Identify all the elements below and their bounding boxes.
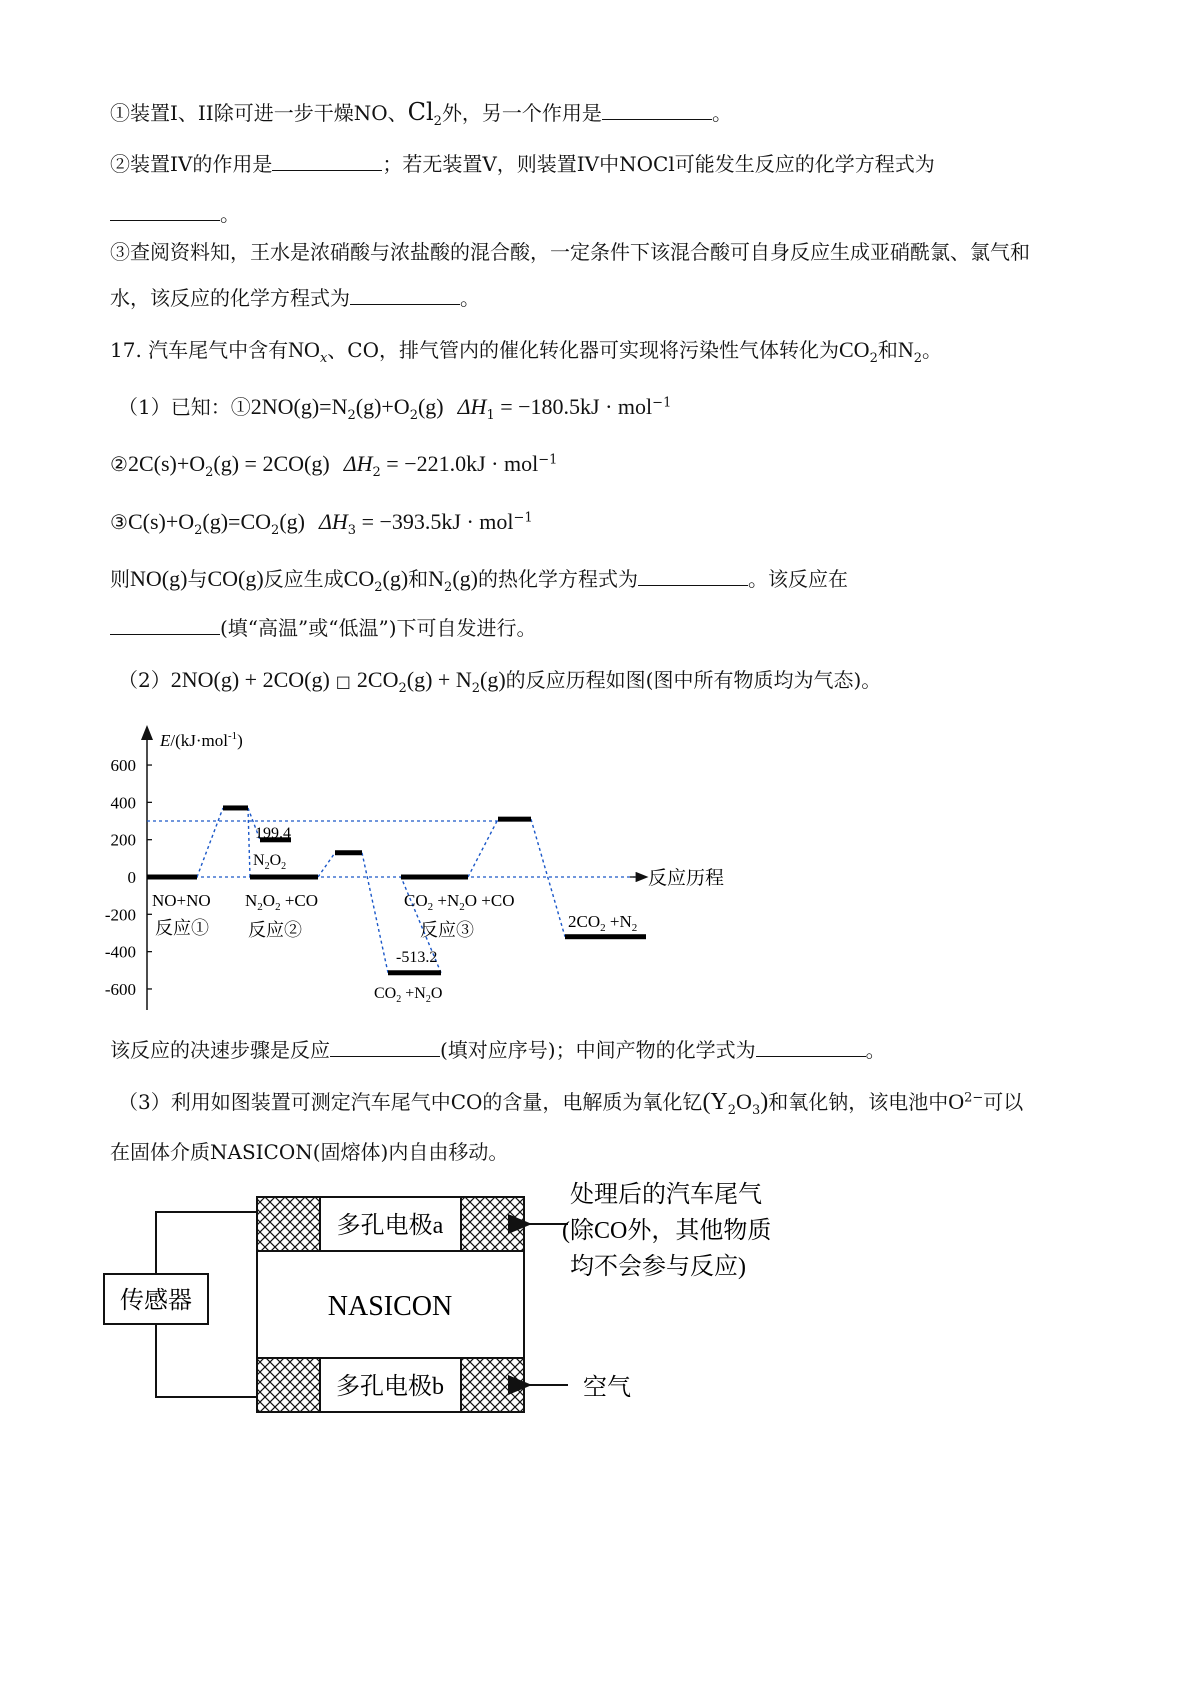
connector — [318, 853, 335, 877]
annotation-reaction-2: 反应② — [248, 920, 302, 940]
question-line-10 — [110, 565, 848, 593]
text-seg: 2CO — [356, 667, 399, 692]
y-tick-label: 600 — [110, 756, 136, 776]
subscript: 1 — [486, 408, 495, 423]
text-seg: = −180.5kJ · mol — [494, 394, 653, 419]
text-seg: 与 — [187, 567, 208, 591]
air-label: 空气 — [583, 1375, 631, 1401]
annotation-reaction-1: 反应① — [155, 918, 209, 938]
text-seg: (g) — [480, 667, 506, 692]
y-tick-label: -400 — [104, 942, 136, 962]
question-line-2 — [110, 150, 935, 178]
electrode-b-hatch-left — [257, 1358, 320, 1412]
question-line-15 — [110, 1138, 508, 1166]
equation-1 — [118, 393, 671, 421]
y-tick-label: 400 — [110, 793, 136, 813]
connector — [531, 819, 565, 937]
equation-2 — [110, 450, 557, 478]
energy-level-7 — [498, 817, 531, 822]
annotation-co2-n2o-co: $CO_2 +N_2O +CO$ — [404, 891, 515, 913]
text-seg: (g) — [382, 566, 409, 591]
question-line-5 — [110, 284, 480, 312]
text-seg: 。该反应在 — [747, 567, 848, 591]
subscript: 2 — [409, 408, 418, 423]
electrode-a-label: 多孔电极a — [336, 1213, 444, 1239]
text-seg: 的反应历程如图(图中所有物质均为气态)。 — [505, 668, 882, 692]
text-seg: ②装置IV的作用是 — [110, 152, 273, 176]
y-tick-label: 0 — [127, 868, 136, 887]
answer-blank[interactable] — [602, 101, 712, 120]
x-axis-label: 反应历程 — [648, 868, 725, 889]
connector — [197, 808, 223, 877]
text-seg: ② — [110, 452, 128, 476]
text-seg: 2C(s)+O — [127, 451, 206, 476]
text-seg: 在固体介质NASICON(固熔体)内自由移动。 — [110, 1140, 509, 1164]
text-seg: (g) — [417, 394, 444, 419]
connector — [468, 819, 498, 877]
text-seg: (g)=CO — [202, 509, 272, 534]
energy-level-0 — [147, 875, 197, 880]
subscript: 2 — [347, 408, 356, 423]
subscript: 2 — [727, 1103, 737, 1118]
electrode-a-hatch-right — [461, 1197, 524, 1251]
subscript: 2 — [471, 681, 480, 696]
annotation-n2o2: $N_2O_2$ — [253, 852, 287, 872]
text-seg: NO — [288, 337, 320, 362]
text-seg: 。 — [220, 202, 240, 226]
subscript: 2 — [869, 351, 878, 366]
text-seg: 的热化学方程式为 — [477, 567, 638, 591]
superscript: −1 — [652, 395, 672, 411]
text-seg: 和 — [408, 567, 429, 591]
text-seg: 。 — [865, 1038, 886, 1062]
annotation-co2-n2o: $CO_2 +N_2O$ — [374, 985, 443, 1005]
text-seg: （2） — [118, 668, 171, 692]
energy-profile-chart — [90, 712, 790, 1018]
text-seg: ；若无装置V，则装置IV中NOCl可能发生反应的化学方程式为 — [382, 152, 935, 176]
equation-3 — [110, 508, 533, 536]
text-seg: ③ — [110, 510, 128, 534]
text-seg: 2NO(g) + 2CO(g) — [170, 667, 330, 692]
answer-blank[interactable] — [272, 152, 382, 171]
subscript: 3 — [751, 1103, 761, 1118]
superscript: −1 — [513, 510, 533, 526]
text-seg: = −221.0kJ · mol — [380, 451, 539, 476]
text-seg: NO(g) — [130, 566, 188, 591]
text-seg: ΔH — [318, 509, 348, 534]
text-seg: 反应生成 — [263, 567, 344, 591]
y-tick-label: -200 — [104, 905, 136, 925]
text-seg: 2NO(g)=N — [250, 394, 348, 419]
answer-blank[interactable] — [756, 1038, 866, 1057]
text-seg: C(s)+O — [127, 509, 195, 534]
text-seg: 则 — [110, 567, 130, 591]
question-line-4 — [110, 238, 1030, 266]
energy-level-1 — [223, 805, 248, 810]
text-seg: 外，另一个作用是 — [441, 101, 602, 125]
text-seg: ①装置I、II除可进一步干燥NO、 — [110, 101, 408, 125]
exhaust-label-1: 处理后的汽车尾气 — [570, 1182, 762, 1208]
text-seg: ) — [760, 1089, 769, 1115]
y-axis-label: E/(kJ·mol$^{-1}$) — [160, 730, 243, 750]
subscript: 2 — [913, 351, 923, 366]
energy-level-6 — [401, 875, 468, 880]
text-seg: ΔH — [457, 394, 487, 419]
exhaust-label-2: (除CO外，其他物质 — [562, 1218, 772, 1244]
wire-top — [156, 1212, 257, 1274]
question-17-title — [110, 336, 942, 364]
sensor-device-diagram — [100, 1172, 860, 1422]
subscript: 2 — [372, 465, 381, 480]
electrode-b-hatch-right — [461, 1358, 524, 1412]
question-line-14 — [118, 1088, 1023, 1116]
text-seg: (Y — [702, 1089, 728, 1115]
electrolyte-label: NASICON — [327, 1291, 453, 1322]
text-seg: 。 — [460, 286, 480, 310]
energy-level-4 — [335, 850, 362, 855]
energy-level-8 — [565, 934, 646, 939]
text-seg: 、CO，排气管内的催化转化器可实现将污染性气体转化为 — [327, 338, 839, 362]
answer-blank[interactable] — [110, 202, 220, 221]
annotation-n2o2-value: 199.4 — [255, 825, 291, 842]
subscript: 2 — [398, 681, 407, 696]
text-seg: 可以 — [983, 1090, 1024, 1114]
question-line-1 — [110, 98, 732, 127]
text-seg: 水，该反应的化学方程式为 — [110, 286, 350, 310]
annotation-reaction-3: 反应③ — [420, 920, 474, 940]
equilibrium-glyph: □ — [335, 672, 351, 691]
energy-level-3 — [250, 875, 318, 880]
text-seg: N — [897, 337, 914, 362]
subscript: 2 — [205, 465, 214, 480]
subscript: 2 — [433, 114, 442, 129]
text-seg: 。 — [711, 101, 732, 125]
text-seg: 17. 汽车尾气中含有 — [110, 338, 289, 362]
text-seg: ΔH — [343, 451, 373, 476]
answer-blank[interactable] — [638, 567, 748, 586]
electrode-a-hatch-left — [257, 1197, 320, 1251]
subscript: 2 — [194, 523, 203, 538]
superscript: 2− — [964, 1090, 984, 1106]
text-seg: (g) — [452, 566, 478, 591]
question-line-3 — [110, 200, 240, 228]
text-seg: = −393.5kJ · mol — [356, 509, 514, 534]
question-line-12 — [118, 666, 881, 696]
text-seg: 。 — [922, 338, 943, 362]
question-line-11 — [110, 614, 537, 642]
answer-blank[interactable] — [350, 286, 460, 305]
text-seg: （1）已知：① — [118, 395, 251, 419]
text-seg: O — [736, 1089, 752, 1114]
text-seg: Cl — [407, 98, 434, 126]
question-line-13 — [110, 1036, 886, 1064]
exhaust-label-3: 均不会参与反应) — [570, 1254, 746, 1280]
y-tick-label: -600 — [104, 979, 136, 999]
text-seg: 该反应的决速步骤是反应 — [110, 1038, 330, 1062]
text-seg: 和氧化钠，该电池中 — [768, 1090, 949, 1114]
text-seg: O — [948, 1089, 965, 1114]
annotation-products: $2CO_2 +N_2$ — [568, 912, 638, 934]
wire-bottom — [156, 1324, 257, 1397]
connector — [248, 808, 250, 877]
energy-level-5 — [388, 970, 441, 975]
sensor-label: 传感器 — [120, 1288, 192, 1314]
y-tick-label: 200 — [110, 830, 136, 850]
text-seg: （3）利用如图装置可测定汽车尾气中CO的含量，电解质为氧化钇 — [118, 1090, 703, 1114]
annotation-min-value: -513.2 — [396, 949, 438, 966]
text-seg: (填对应序号)；中间产物的化学式为 — [440, 1038, 756, 1062]
text-seg: (填“高温”或“低温”)下可自发进行。 — [220, 616, 537, 640]
subscript: 2 — [444, 580, 453, 595]
annotation-n2o2-co: $N_2O_2 +CO$ — [245, 891, 319, 913]
text-seg: N — [428, 566, 445, 591]
text-seg: CO — [343, 566, 375, 591]
superscript: −1 — [538, 452, 558, 468]
electrode-b-label: 多孔电极b — [336, 1374, 444, 1400]
text-seg: CO — [839, 337, 870, 362]
annotation-reactants: NO+NO — [152, 891, 211, 910]
text-seg: CO(g) — [207, 566, 264, 591]
text-seg: ③查阅资料知，王水是浓硝酸与浓盐酸的混合酸，一定条件下该混合酸可自身反应生成亚硝酰氯、氯气和 — [110, 240, 1030, 264]
text-seg: (g)+O — [355, 394, 410, 419]
text-seg: (g) — [279, 509, 305, 534]
subscript: 3 — [347, 523, 357, 538]
text-seg: (g) + N — [406, 667, 472, 692]
subscript: x — [319, 351, 328, 366]
subscript: 2 — [374, 580, 383, 595]
subscript: 2 — [271, 523, 280, 538]
connector — [362, 853, 388, 973]
answer-blank[interactable] — [330, 1038, 440, 1057]
answer-blank[interactable] — [110, 616, 220, 635]
text-seg: 和 — [877, 338, 898, 362]
text-seg: (g) = 2CO(g) — [213, 451, 330, 476]
y-ticks — [105, 756, 152, 999]
